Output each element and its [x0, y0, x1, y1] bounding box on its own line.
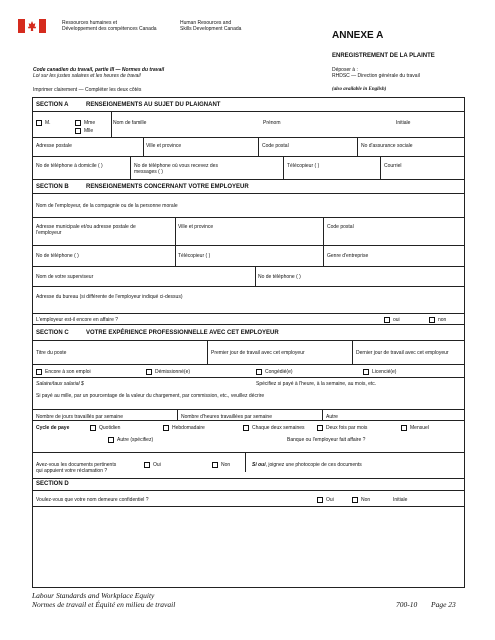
sin-field[interactable]: No d'assurance sociale	[361, 143, 413, 149]
initial-field[interactable]: Initiale	[396, 120, 411, 126]
salary-specify-note: Spécifiez si payé à l'heure, à la semaine, au mois, etc.	[256, 381, 377, 387]
pay-biweekly-checkbox[interactable]: Chaque deux semaines	[243, 425, 305, 431]
section-c-label: SECTION C	[36, 330, 69, 336]
checkbox-icon[interactable]	[144, 462, 150, 468]
title-m-checkbox[interactable]: M.	[36, 120, 51, 126]
other-field[interactable]: Autre	[326, 414, 338, 420]
section-a-title: RENSEIGNEMENTS AU SUJET DU PLAIGNANT	[86, 102, 221, 108]
confidential-question: Voulez-vous que votre nom demeure confidentiel ?	[36, 497, 149, 503]
resigned-checkbox[interactable]: Démissionné(e)	[146, 369, 190, 375]
form-title: ENREGISTREMENT DE LA PLAINTE	[332, 53, 435, 59]
footer-department: Labour Standards and Workplace Equity Normes de travail et Équité en milieu de travail	[32, 591, 176, 609]
supervisor-phone-field[interactable]: No de téléphone ( )	[258, 274, 301, 280]
still-in-business-question: L'employeur est-il encore en affaire ?	[36, 317, 119, 323]
title-mme-checkbox[interactable]: Mme	[75, 120, 95, 126]
pay-daily-checkbox[interactable]: Quotidien	[90, 425, 120, 431]
footer-form-number: 700-10	[396, 600, 418, 609]
checkbox-icon[interactable]	[212, 462, 218, 468]
fax-field[interactable]: Télécopieur ( )	[287, 163, 320, 169]
last-day-field[interactable]: Dernier jour de travail avec cet employeur	[356, 350, 449, 356]
laid-off-checkbox[interactable]: Congédié(e)	[256, 369, 293, 375]
postal-code-field[interactable]: Code postal	[262, 143, 289, 149]
confidential-initial-field[interactable]: Initiale	[393, 497, 408, 503]
employer-fax-field[interactable]: Télécopieur ( )	[178, 253, 211, 259]
print-instructions: Imprimer clairement — Compléter les deux côtés	[33, 87, 142, 93]
legislation-reference: Code canadien du travail, partie III — Normes du travail Loi sur les justes salaires et les heures de travail	[33, 67, 165, 79]
employer-phone-field[interactable]: No de téléphone ( )	[36, 253, 79, 259]
title-mlle-checkbox[interactable]: Mlle	[75, 128, 93, 134]
supervisor-field[interactable]: Nom de votre superviseur	[36, 274, 94, 280]
office-address-field[interactable]: Adresse du bureau (si différente de l'employeur indiqué ci-dessus)	[36, 294, 183, 300]
checkbox-icon[interactable]	[90, 425, 96, 431]
dept-name-fr: Ressources humaines et Développement des compétences Canada	[62, 20, 157, 32]
footer-page-number: Page 23	[431, 600, 456, 609]
section-d-label: SECTION D	[36, 481, 69, 487]
canada-flag-logo	[18, 19, 46, 33]
section-b-title: RENSEIGNEMENTS CONCERNANT VOTRE EMPLOYEUR	[86, 184, 249, 190]
address-field[interactable]: Adresse postale	[36, 143, 72, 149]
confidential-no-checkbox[interactable]: Non	[352, 497, 370, 503]
checkbox-icon[interactable]	[36, 120, 42, 126]
days-per-week-field[interactable]: Nombre de jours travaillés par semaine	[36, 414, 123, 420]
still-employed-checkbox[interactable]: Encore à son emploi	[36, 369, 91, 375]
checkbox-icon[interactable]	[75, 128, 81, 134]
checkbox-icon[interactable]	[401, 425, 407, 431]
employer-name-field[interactable]: Nom de l'employeur, de la compagnie ou de la personne morale	[36, 203, 178, 209]
checkbox-icon[interactable]	[317, 425, 323, 431]
dept-name-en: Human Resources and Skills Development Canada	[180, 20, 242, 32]
piece-rate-field[interactable]: Si payé au mille, par un pourcentage de la valeur du chargement, par commission, etc., veuillez décrire	[36, 393, 265, 399]
checkbox-icon[interactable]	[146, 369, 152, 375]
checkbox-icon[interactable]	[75, 120, 81, 126]
employer-city-field[interactable]: Ville et province	[178, 224, 214, 230]
home-phone-field[interactable]: No de téléphone à domicile ( )	[36, 163, 103, 169]
first-day-field[interactable]: Premier jour de travail avec cet employeur	[211, 350, 305, 356]
employer-postal-field[interactable]: Code postal	[327, 224, 354, 230]
checkbox-icon[interactable]	[317, 497, 323, 503]
section-a-label: SECTION A	[36, 102, 69, 108]
pay-monthly-checkbox[interactable]: Mensuel	[401, 425, 429, 431]
bankruptcy-question: Banque ou l'employeur fait affaire ?	[287, 437, 366, 443]
deposit-info: Déposer à : RHDSC — Direction générale du travail	[332, 67, 420, 79]
hours-per-week-field[interactable]: Nombre d'heures travaillées par semaine	[181, 414, 272, 420]
dismissed-checkbox[interactable]: Licencié(e)	[363, 369, 396, 375]
checkbox-icon[interactable]	[163, 425, 169, 431]
form-frame	[32, 97, 465, 588]
checkbox-icon[interactable]	[108, 437, 114, 443]
checkbox-icon[interactable]	[363, 369, 369, 375]
checkbox-icon[interactable]	[243, 425, 249, 431]
email-field[interactable]: Courriel	[384, 163, 402, 169]
documents-no-checkbox[interactable]: Non	[212, 462, 230, 468]
checkbox-icon[interactable]	[384, 317, 390, 323]
city-field[interactable]: Ville et province	[146, 143, 182, 149]
pay-twice-month-checkbox[interactable]: Deux fois par mois	[317, 425, 367, 431]
salary-field[interactable]: Salaire/taux salarial $	[36, 381, 84, 387]
checkbox-icon[interactable]	[36, 369, 42, 375]
pay-cycle-label: Cycle de paye	[36, 425, 70, 431]
business-type-field[interactable]: Genre d'entreprise	[327, 253, 369, 259]
first-name-field[interactable]: Prénom	[263, 120, 281, 126]
job-title-field[interactable]: Titre du poste	[36, 350, 67, 356]
business-yes-checkbox[interactable]: oui	[384, 317, 400, 323]
pay-other-checkbox[interactable]: Autre (spécifiez)	[108, 437, 153, 443]
last-name-field[interactable]: Nom de famille	[113, 120, 147, 126]
checkbox-icon[interactable]	[256, 369, 262, 375]
section-b-label: SECTION B	[36, 184, 69, 190]
checkbox-icon[interactable]	[429, 317, 435, 323]
business-no-checkbox[interactable]: non	[429, 317, 446, 323]
checkbox-icon[interactable]	[352, 497, 358, 503]
documents-note: Si oui, joignez une photocopie de ces documents	[252, 462, 362, 468]
section-c-title: VOTRE EXPÉRIENCE PROFESSIONNELLE AVEC CET EMPLOYEUR	[86, 330, 279, 336]
confidential-yes-checkbox[interactable]: Oui	[317, 497, 334, 503]
employer-address-field[interactable]: Adresse municipale et/ou adresse postale de l'employeur	[36, 224, 136, 236]
pay-weekly-checkbox[interactable]: Hebdomadaire	[163, 425, 205, 431]
message-phone-field[interactable]: No de téléphone où vous recevez des messages ( )	[134, 163, 218, 175]
documents-question: Avez-vous les documents pertinents qui appuient votre réclamation ?	[36, 462, 117, 474]
annex-title: ANNEXE A	[332, 30, 384, 41]
documents-yes-checkbox[interactable]: Oui	[144, 462, 161, 468]
english-note: (also available in English)	[332, 87, 387, 92]
